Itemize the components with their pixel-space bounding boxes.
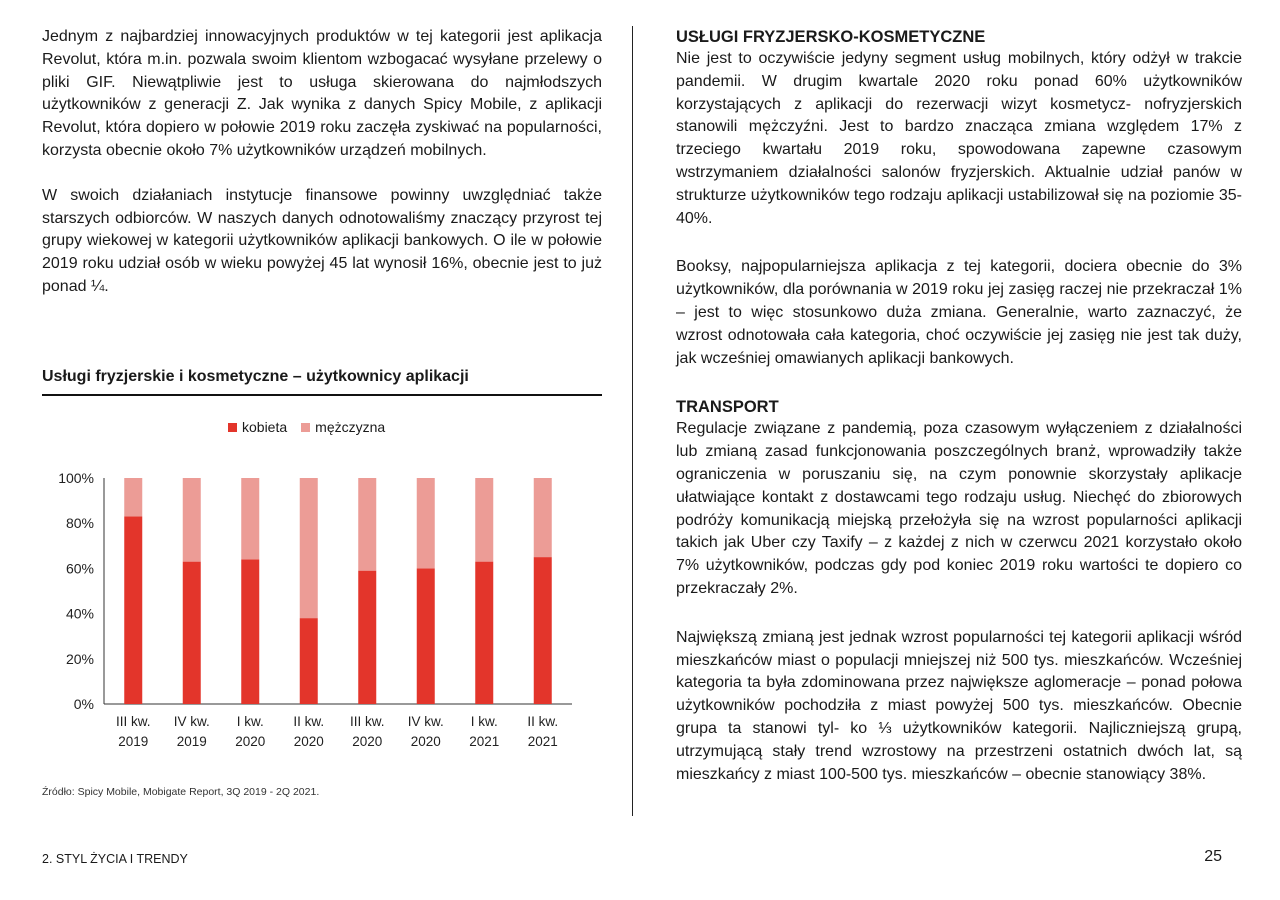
legend-item-mezczyzna — [301, 419, 385, 435]
legend-item-kobieta — [228, 419, 287, 435]
x-tick-label: 2021 — [527, 734, 558, 749]
x-tick-label: III kw. — [115, 714, 151, 729]
paragraph-hair-beauty-2: Booksy, najpopularniejsza aplikacja z tej kategorii, dociera obecnie do 3% użytkowników, dla porównania w 2019 roku jej zasięg raczej nie przekraczał 1% – jest to więc stosunkowo duża zmiana. Generalnie, warto zaznaczyć, że wzrost odnotowała cała kategoria, choć oczywiście jej zasięg nie jest tak duży, jak wcześniej omawianych aplikacji bankowych. — [676, 258, 1242, 367]
y-tick-label: 20% — [65, 650, 94, 667]
bar-kobieta — [124, 516, 142, 704]
y-tick-label: 80% — [65, 515, 94, 532]
bar-kobieta — [358, 571, 376, 704]
paragraph-hair-beauty-1: Nie jest to oczywiście jedyny segment usług mobilnych, który odżył w trakcie pandemii. W drugim kwartale 2020 roku ponad 60% użytkowników korzystających z aplikacji do rezerwacji wizyt kosmetycz- nofryzjerskich stanowili mężczyźni. Jest to bardzo znacząca zmiana względem 17% z trzeciego kwartału 2019 roku, spowodowana zapewne czasowym wstrzymaniem działalności salonów fryzjerskich. Aktualnie udział panów w strukturze użytkowników tego rodzaju aplikacji ustabilizował się na poziomie 35-40%. — [676, 50, 1242, 227]
legend-swatch-kobieta — [228, 423, 237, 432]
bar-mezczyzna — [124, 478, 142, 516]
bar-kobieta — [417, 568, 435, 704]
x-tick-label: IV kw. — [407, 714, 444, 729]
stacked-bar-chart — [42, 466, 582, 766]
paragraph-older-users: W swoich działaniach instytucje finansowe powinny uwzględniać także starszych odbiorców. W naszych danych odnotowaliśmy znaczący przyrost tej grupy wiekowej w kategorii użytkowników aplikacji bankowych. O ile w połowie 2019 roku udział osób w wieku powyżej 45 lat wynosił 16%, obecnie jest to już ponad ¼. — [42, 186, 602, 295]
bar-kobieta — [475, 562, 493, 704]
x-tick-label: II kw. — [293, 714, 325, 729]
bar-mezczyzna — [417, 478, 435, 568]
legend-swatch-mezczyzna — [301, 423, 310, 432]
x-tick-label: 2020 — [235, 734, 266, 749]
x-tick-label: III kw. — [349, 714, 385, 729]
bar-mezczyzna — [358, 478, 376, 571]
legend-label-kobieta: kobieta — [242, 419, 288, 435]
x-tick-label: 2019 — [176, 734, 207, 749]
paragraph-transport-1: Regulacje związane z pandemią, poza czasowym wyłączeniem z działalności lub zmianą zasad funkcjonowania poszczególnych branż, wprowadziły także ograniczenia w poruszaniu się, na czym ponownie skorzystały aplikacje ułatwiające kontakt z dostawcami tego rodzaju usług. Niechęć do zbiorowych podróży komunikacją miejską przełożyła się na wzrost popularności aplikacji takich jak Uber czy Taxify – z każdej z nich w czerwcu 2021 korzystało około 7% użytkowników, podczas gdy pod koniec 2019 roku wartości te dopiero co przekraczały 2%. — [676, 420, 1242, 597]
bar-kobieta — [534, 557, 552, 704]
chart-title: Usługi fryzjerskie i kosmetyczne – użytkownicy aplikacji — [42, 368, 602, 396]
x-tick-label: IV kw. — [173, 714, 210, 729]
y-tick-label: 100% — [58, 470, 94, 486]
x-tick-label: II kw. — [527, 714, 559, 729]
x-tick-label: I kw. — [470, 714, 498, 729]
x-tick-label: 2021 — [469, 734, 500, 749]
y-tick-label: 0% — [73, 696, 94, 712]
legend-label-mezczyzna: mężczyzna — [315, 419, 386, 435]
right-column — [676, 26, 1242, 786]
bar-mezczyzna — [241, 478, 259, 559]
bar-kobieta — [300, 618, 318, 704]
x-tick-label: 2020 — [293, 734, 324, 749]
chart-source: Źródło: Spicy Mobile, Mobigate Report, 3Q 2019 - 2Q 2021. — [42, 786, 320, 798]
paragraph-transport-2: Największą zmianą jest jednak wzrost popularności tej kategorii aplikacji wśród mieszkańców miast o populacji mniejszej niż 500 tys. mieszkańców. Wcześniej kategoria ta była zdominowana przez największe aglomeracje – ponad połowa użytkowników pochodziła z miast powyżej 500 tys. mieszkańców. Obecnie grupa ta stanowi tyl- ko ⅓ użytkowników kategorii. Najliczniejszą grupą, utrzymującą stały trend wzrostowy na przestrzeni ostatnich dwóch lat, są mieszkańcy z miast 100-500 tys. mieszkańców – obecnie stanowiący 38%. — [676, 628, 1242, 783]
y-tick-label: 40% — [65, 605, 94, 622]
footer-section-label: 2. STYL ŻYCIA I TRENDY — [42, 852, 188, 866]
section-title-hair-beauty: USŁUGI FRYZJERSKO-KOSMETYCZNE — [676, 28, 986, 46]
bar-kobieta — [241, 559, 259, 704]
x-tick-label: 2019 — [118, 734, 149, 749]
column-divider — [632, 26, 633, 816]
chart-legend — [228, 419, 385, 435]
bar-kobieta — [183, 562, 201, 704]
bar-mezczyzna — [300, 478, 318, 618]
left-column — [42, 26, 602, 299]
x-tick-label: 2020 — [352, 734, 383, 749]
bar-mezczyzna — [475, 478, 493, 562]
bar-mezczyzna — [183, 478, 201, 562]
x-tick-label: 2020 — [410, 734, 441, 749]
x-tick-label: I kw. — [236, 714, 264, 729]
section-title-transport: TRANSPORT — [676, 398, 779, 417]
bar-mezczyzna — [534, 478, 552, 557]
paragraph-revolut: Jednym z najbardziej innowacyjnych produktów w tej kategorii jest aplikacja Revolut, która m.in. pozwala swoim klientom wzbogacać wysyłane przelewy o pliki GIF. Niewątpliwie jest to usługa skierowana do najmłodszych użytkowników z generacji Z. Jak wynika z danych Spicy Mobile, z aplikacji Revolut, która dopiero w połowie 2019 roku zaczęła zyskiwać na popularności, korzysta obecnie około 7% użytkowników urządzeń mobilnych. — [42, 28, 602, 159]
page-number: 25 — [1204, 848, 1222, 865]
y-tick-label: 60% — [65, 560, 94, 577]
